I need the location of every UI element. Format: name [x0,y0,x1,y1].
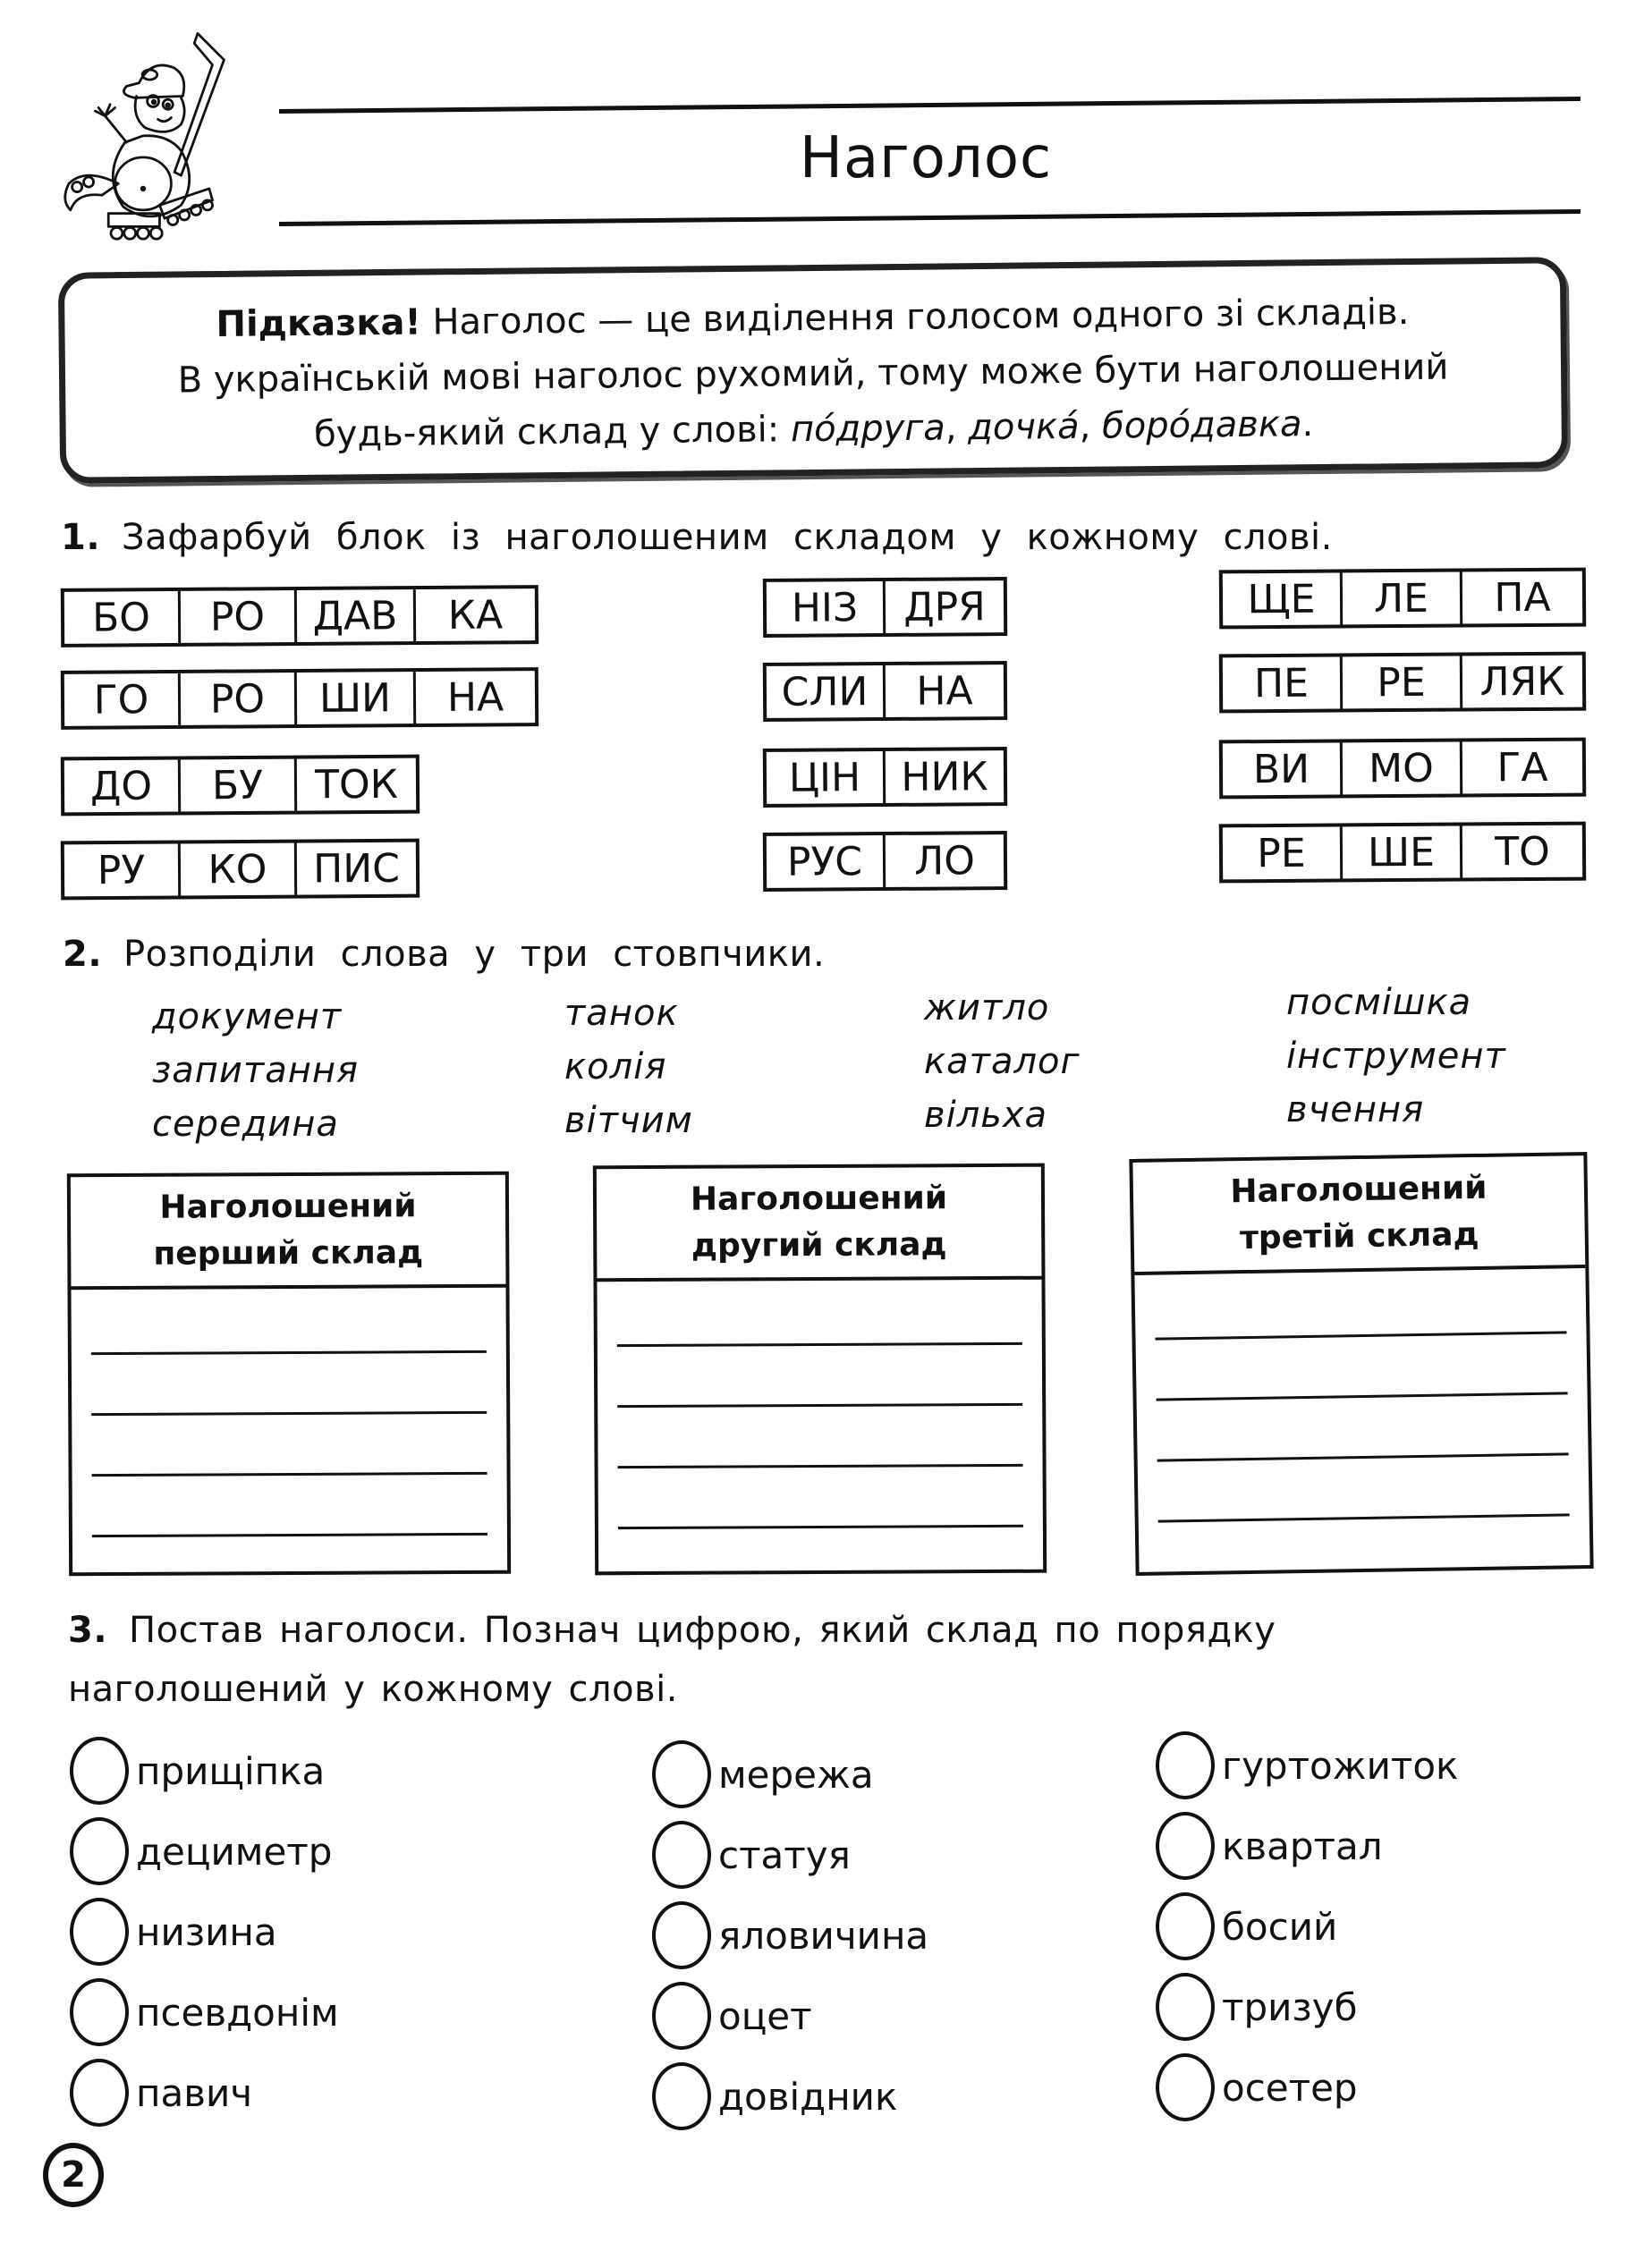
syllable-word-row [1219,738,1586,800]
answer-table-header-line-2: другий склад [691,1226,947,1265]
syllable-block[interactable]: ЛО [913,837,976,884]
answer-write-line[interactable] [1157,1392,1568,1401]
stress-word-item [70,1735,325,1807]
task-3-heading-line-1 [68,1610,1276,1651]
syllable-number-circle[interactable] [1156,1731,1215,1799]
syllable-number-circle[interactable] [1156,2053,1215,2121]
stress-word: дециметр [136,1829,333,1874]
syllable-block[interactable]: ТО [1495,828,1550,875]
syllable-block[interactable]: НІЗ [767,581,886,634]
stress-word: яловичина [718,1913,929,1958]
page-number: 2 [43,2143,104,2207]
task-1-number: 1. [61,517,101,558]
answer-table-header [597,1167,1042,1282]
title-rule-bottom [279,209,1581,226]
task-3-line-1: Постав наголоси. Познач цифрою, який склад по порядку [129,1610,1276,1651]
answer-write-line[interactable] [1158,1513,1570,1522]
syllable-block[interactable]: ЛЕ [1343,572,1462,625]
word-bank-item: колія [564,1046,667,1087]
syllable-block[interactable]: НИК [901,753,988,800]
syllable-number-circle[interactable] [652,1901,711,1969]
answer-table-header-line-1: Наголошений [1230,1169,1488,1211]
title-rule-top [279,97,1581,114]
word-bank-item: каталог [924,1041,1081,1082]
stress-word-item [70,1976,339,2048]
syllable-word-row [763,661,1007,722]
stress-word: гуртожиток [1222,1743,1459,1788]
hint-example-1: по́друга [790,407,946,451]
word-bank-item: вчення [1286,1089,1425,1130]
word-bank-item: середина [152,1104,339,1145]
answer-write-line[interactable] [91,1411,487,1416]
syllable-block[interactable]: РУ [64,843,181,896]
stress-word-item [652,1900,928,1971]
hint-line-2: В українській мові наголос рухомий, тому може бути наголошений [177,346,1449,402]
hint-sep-1: , [945,407,969,449]
word-bank-item: запитання [152,1050,360,1091]
hint-line-1-text: Наголос — це виділення голосом одного зі складів. [420,292,1410,343]
word-bank-item: посмішка [1286,982,1472,1023]
hockey-dinosaur-mascot-icon [36,18,250,250]
syllable-block[interactable]: РЕ [1343,656,1462,709]
syllable-block[interactable]: ШИ [297,672,416,724]
syllable-block[interactable]: БУ [181,759,297,812]
syllable-block[interactable]: ЛЯК [1479,658,1565,705]
word-bank-item: вільха [924,1095,1048,1136]
task-3-number: 3. [68,1610,108,1651]
syllable-number-circle[interactable] [1156,1812,1215,1880]
syllable-block[interactable]: РО [181,590,297,643]
answer-table [593,1164,1047,1576]
stress-word: осетер [1222,2065,1358,2110]
stress-word: оцет [718,1993,812,2038]
stress-word-item [652,1739,874,1810]
syllable-block[interactable]: ДАВ [297,589,416,642]
answer-table-header-line-2: перший склад [153,1234,424,1273]
syllable-number-circle[interactable] [1156,1892,1215,1960]
syllable-block[interactable]: ЦІН [767,751,886,804]
syllable-block[interactable]: СЛИ [767,665,886,718]
hint-line-3-prefix: будь-який склад у слові: [313,409,792,455]
stress-word-item [70,2057,252,2128]
answer-table-header-line-1: Наголошений [159,1188,417,1226]
syllable-block[interactable]: ГО [64,673,181,726]
word-bank-item: житло [924,987,1050,1028]
syllable-word-row [763,747,1007,808]
syllable-block[interactable]: ПЕ [1223,656,1343,709]
answer-table [1129,1152,1593,1576]
syllable-block[interactable]: НА [446,673,504,721]
syllable-block[interactable]: РЕ [1223,826,1343,879]
waving-arm [95,105,126,142]
syllable-block[interactable]: ДРЯ [903,583,986,630]
syllable-word-row [763,831,1007,892]
word-bank-item: танок [564,993,679,1034]
stress-word-item [1156,1730,1458,1801]
word-bank-item: вітчим [564,1100,693,1141]
syllable-block[interactable]: ШЕ [1343,826,1462,879]
hint-label: Підказка! [216,301,421,345]
answer-table-header-line-2: третій склад [1239,1215,1479,1257]
hint-text [64,283,1562,464]
syllable-number-circle[interactable] [70,1978,129,2046]
syllable-word-row [1219,652,1586,714]
stress-word-item [1156,2052,1358,2123]
task-1-heading [61,517,1333,558]
stress-word-item [1156,1810,1383,1882]
answer-write-line[interactable] [618,1464,1023,1468]
hint-example-3: боро́давка [1101,403,1302,447]
syllable-number-circle[interactable] [652,1821,711,1889]
syllable-number-circle[interactable] [1156,1973,1215,2041]
task-2-number: 2. [63,934,103,975]
syllable-word-row [61,839,420,901]
stress-word-item [1156,1891,1337,1962]
syllable-block[interactable]: ТОК [314,761,399,808]
stress-word: низина [136,1909,277,1954]
stress-word: квартал [1222,1824,1383,1868]
stress-word: павич [136,2070,253,2115]
syllable-block[interactable]: ПИС [312,845,401,892]
answer-write-line[interactable] [92,1472,487,1477]
syllable-block[interactable]: РО [181,673,297,725]
answer-table-header [1132,1155,1585,1275]
syllable-word-row [61,585,538,647]
stress-word: прищіпка [136,1748,326,1793]
stress-word: босий [1222,1904,1338,1949]
syllable-word-row [1219,568,1586,630]
answer-write-line[interactable] [92,1533,487,1537]
hint-example-2: дочка́ [968,405,1080,449]
answer-write-line[interactable] [91,1350,487,1355]
hint-end: . [1301,403,1314,445]
hint-box [58,257,1568,484]
stress-word: тризуб [1222,1984,1358,2029]
syllable-block[interactable]: ДО [64,759,181,812]
syllable-block[interactable]: ПА [1494,574,1551,621]
syllable-number-circle[interactable] [70,1898,129,1966]
stress-word-item [652,1819,851,1891]
syllable-block[interactable]: БО [64,591,181,644]
task-2-instruction: Розподіли слова у три стовпчики. [123,934,826,975]
stress-word-item [652,1980,812,2052]
syllable-block[interactable]: ЩЕ [1223,572,1343,625]
page-title: Наголос [799,125,1053,191]
answer-table [67,1172,511,1577]
answer-write-line[interactable] [617,1342,1022,1347]
answer-write-line[interactable] [1156,1331,1567,1340]
stress-word-item [652,2061,897,2132]
answer-write-line[interactable] [617,1403,1022,1408]
syllable-number-circle[interactable] [70,1817,129,1885]
syllable-word-row [61,667,538,730]
hint-sep-2: , [1079,405,1103,447]
task-2-heading [63,934,825,975]
syllable-block[interactable]: ГА [1496,744,1548,791]
syllable-block[interactable]: РУС [767,835,886,888]
stress-word: псевдонім [136,1990,339,2035]
syllable-block[interactable]: МО [1343,742,1462,795]
syllable-number-circle[interactable] [652,2062,711,2130]
syllable-block[interactable]: ВИ [1223,742,1343,795]
syllable-block[interactable]: НА [916,667,973,715]
syllable-word-row [763,577,1007,638]
answer-table-header-line-1: Наголошений [690,1180,948,1218]
answer-write-line[interactable] [618,1525,1023,1529]
stress-word-item [70,1815,332,1887]
syllable-word-row [61,755,420,817]
syllable-number-circle[interactable] [652,1982,711,2050]
stress-word: довідник [718,2074,898,2119]
answer-table-header [71,1175,506,1291]
syllable-block[interactable]: КО [181,843,297,896]
stress-word: мережа [718,1752,874,1797]
stress-word: статуя [718,1832,851,1877]
syllable-word-row [1219,822,1586,884]
task-1-instruction: Зафарбуй блок із наголошеним складом у кожному слові. [122,517,1333,558]
word-bank-item: документ [152,996,343,1037]
syllable-number-circle[interactable] [70,1737,129,1805]
syllable-number-circle[interactable] [652,1740,711,1808]
task-3-heading-line-2: наголошений у кожному слові. [68,1669,678,1710]
stress-word-item [70,1896,277,1968]
tail [65,175,119,210]
syllable-number-circle[interactable] [70,2059,129,2127]
answer-write-line[interactable] [1157,1452,1569,1461]
word-bank-item: інструмент [1286,1036,1506,1077]
stress-word-item [1156,1971,1358,2043]
syllable-block[interactable]: КА [447,591,504,639]
